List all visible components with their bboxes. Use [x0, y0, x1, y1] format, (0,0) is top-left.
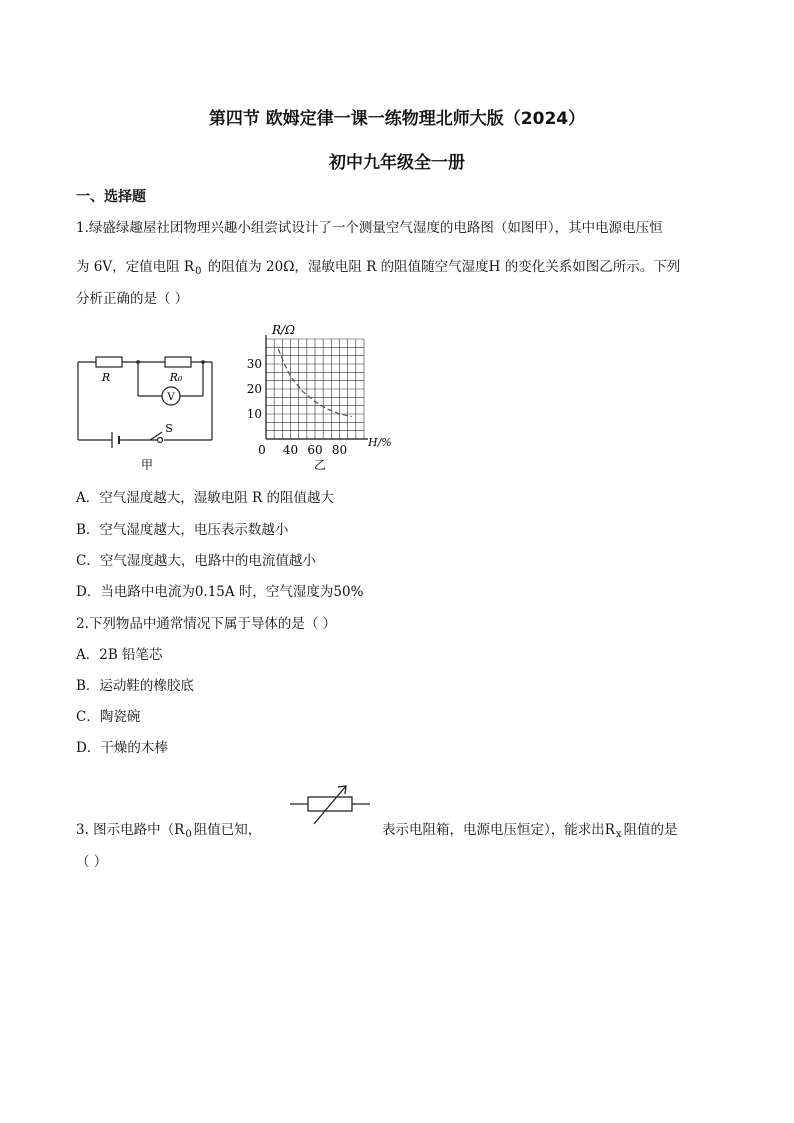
label-s: S	[165, 422, 173, 435]
q1-stem-line2	[76, 255, 680, 275]
page-title: 第四节 欧姆定律一课一练物理北师大版（2024）	[208, 109, 586, 129]
chart-r-h	[240, 322, 400, 476]
label-r0: R₀	[169, 371, 183, 384]
q2-option-c: C．陶瓷碗	[76, 709, 141, 725]
y-tick-label: 30	[246, 357, 262, 371]
chart-xlabel: H/%	[368, 436, 392, 449]
x-tick-label: 60	[307, 443, 323, 457]
q1-option-c: C．空气湿度越大，电路中的电流值越小	[76, 553, 316, 569]
x-tick-label: 0	[258, 443, 266, 457]
q3-stem-line2: （ ）	[76, 854, 108, 870]
resistance-box-icon	[288, 780, 372, 828]
q3-stem-line1-right	[382, 818, 678, 838]
q1-option-b: B．空气湿度越大，电压表示数越小	[76, 522, 289, 538]
caption-yi: 乙	[313, 458, 327, 472]
x-tick-label: 40	[282, 443, 299, 457]
q3-stem-c: 表示电阻箱，电源电压恒定），能求出R	[382, 822, 615, 838]
q3-stem-d: 阻值的是	[623, 822, 678, 838]
q1-subscript-0: 0	[195, 266, 202, 277]
chart-ticks	[247, 335, 368, 457]
circuit-diagram-jia	[70, 348, 220, 474]
page-subtitle: 初中九年级全一册	[329, 153, 465, 173]
q3-stem-line1	[76, 818, 261, 838]
q3-subscript-0: 0	[185, 829, 192, 840]
q3-stem-a: 3. 图示电路中（R	[76, 822, 185, 838]
q2-stem: 2.下列物品中通常情况下属于导体的是（ ）	[76, 616, 337, 632]
q2-option-d: D．干燥的木棒	[76, 740, 168, 756]
q2-option-b: B．运动鞋的橡胶底	[76, 678, 194, 694]
label-r: R	[101, 371, 111, 384]
x-tick-label: 80	[331, 443, 348, 457]
resistor-r0	[165, 357, 191, 367]
q2-option-a: A．2B 铅笔芯	[76, 647, 163, 663]
q1-stem-line1: 1.绿盛绿趣屋社团物理兴趣小组尝试设计了一个测量空气湿度的电路图（如图甲），其中电源电压恒	[76, 220, 663, 236]
q1-stem-line2-b: 的阻值为 20Ω，湿敏电阻 R 的阻值随空气湿度H 的变化关系如图乙所示。下列	[203, 259, 681, 275]
y-tick-label: 10	[246, 407, 262, 421]
q1-option-a: A．空气湿度越大，湿敏电阻 R 的阻值越大	[76, 490, 334, 506]
chart-ylabel: R/Ω	[272, 323, 296, 337]
y-tick-label: 20	[246, 382, 262, 396]
q3-stem-b: 阻值已知，	[193, 822, 262, 838]
switch-contact	[158, 438, 163, 443]
resistor-r	[96, 357, 122, 367]
section-heading: 一、选择题	[76, 189, 146, 205]
q1-stem-line3: 分析正确的是（ ）	[76, 291, 189, 307]
label-v: V	[167, 392, 175, 403]
chart-grid	[266, 339, 364, 439]
q1-stem-line2-a: 为 6V，定值电阻 R	[76, 259, 195, 275]
q3-subscript-x: x	[615, 829, 622, 840]
caption-jia: 甲	[140, 458, 154, 472]
q1-option-d: D．当电路中电流为0.15A 时，空气湿度为50%	[76, 584, 364, 600]
